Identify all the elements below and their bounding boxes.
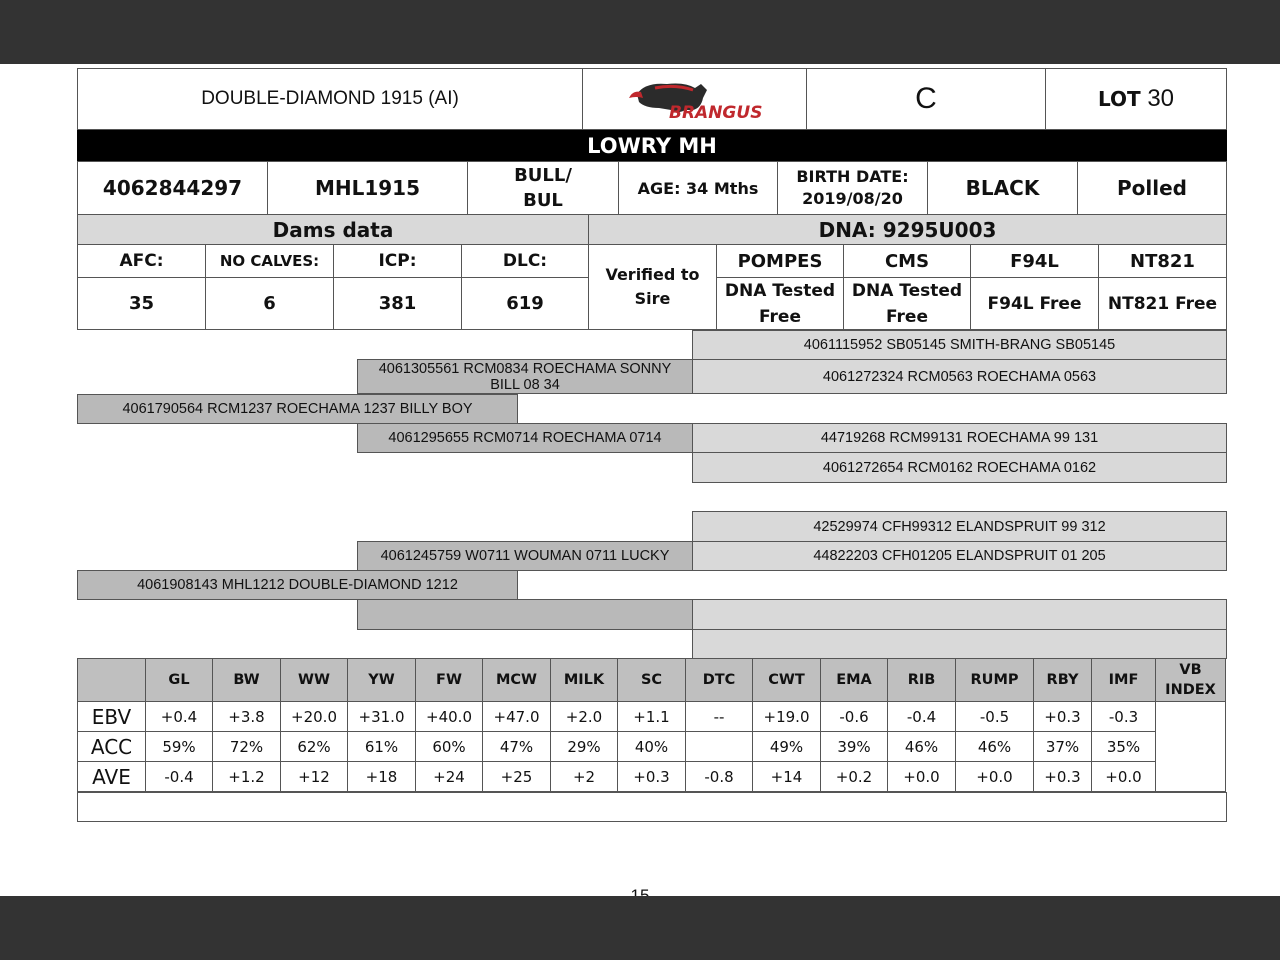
ebv-corner [78,659,146,702]
pedigree-sire-sire-dam: 4061272324 RCM0563 ROECHAMA 0563 [692,359,1227,394]
acc-bw: 72% [213,732,281,762]
ebv-milk: +2.0 [551,702,618,732]
cms-label: CMS [843,244,971,278]
age: AGE: 34 Mths [618,161,778,215]
no-calves-label: NO CALVES: [205,244,334,278]
ebv-gl: +0.4 [146,702,213,732]
ave-bw: +1.2 [213,762,281,792]
col-rump: RUMP [956,659,1034,702]
col-dtc: DTC [686,659,753,702]
ebv-ema: -0.6 [821,702,888,732]
pedigree-dam-dam-sire [692,599,1227,630]
no-calves-value: 6 [205,277,334,330]
row-label-ebv: EBV [78,702,146,732]
col-imf: IMF [1092,659,1156,702]
acc-rib: 46% [888,732,956,762]
ebv-row [78,702,1226,732]
pedigree-sire-dam: 4061295655 RCM0714 ROECHAMA 0714 [357,423,693,453]
dna-title: DNA: 9295U003 [588,214,1227,245]
col-rby: RBY [1034,659,1092,702]
grade: C [806,68,1046,130]
acc-gl: 59% [146,732,213,762]
pedigree-sire-sire: 4061305561 RCM0834 ROECHAMA SONNY BILL 08 34 [357,359,693,394]
viewer-top-bar [0,0,1280,64]
col-milk: MILK [551,659,618,702]
col-gl: GL [146,659,213,702]
col-vb-index: VB INDEX [1156,659,1226,702]
horn-status: Polled [1077,161,1227,215]
ebv-bw: +3.8 [213,702,281,732]
ave-milk: +2 [551,762,618,792]
pedigree-dam-sire-sire: 42529974 CFH99312 ELANDSPRUIT 99 312 [692,511,1227,542]
birth-date [777,161,928,215]
viewer-bottom-bar-overlay [0,896,1280,960]
col-yw: YW [348,659,416,702]
icp-value: 381 [333,277,462,330]
acc-sc: 40% [618,732,686,762]
pompes-result: DNA Tested Free [716,277,844,330]
col-bw: BW [213,659,281,702]
acc-dtc [686,732,753,762]
ave-ww: +12 [281,762,348,792]
lot-label: LOT [1097,87,1141,111]
f94l-label: F94L [970,244,1099,278]
ident-number: MHL1915 [267,161,468,215]
col-rib: RIB [888,659,956,702]
acc-rump: 46% [956,732,1034,762]
ave-mcw: +25 [483,762,551,792]
nt821-result: NT821 Free [1098,277,1227,330]
ebv-rby: +0.3 [1034,702,1092,732]
row-label-ave: AVE [78,762,146,792]
notes-row [77,792,1227,822]
ebv-dtc: -- [686,702,753,732]
acc-row [78,732,1226,762]
ebv-header-row [78,659,1226,702]
sex: BULL/ BUL [467,161,619,215]
ave-rump: +0.0 [956,762,1034,792]
pedigree-sire-dam-sire: 44719268 RCM99131 ROECHAMA 99 131 [692,423,1227,453]
col-ww: WW [281,659,348,702]
colour: BLACK [927,161,1078,215]
ebv-rump: -0.5 [956,702,1034,732]
pedigree-dam: 4061908143 MHL1212 DOUBLE-DIAMOND 1212 [77,570,518,600]
ebv-fw: +40.0 [416,702,483,732]
ebv-sc: +1.1 [618,702,686,732]
ebv-table [77,658,1226,792]
bull-logo-icon [615,74,775,124]
ave-ema: +0.2 [821,762,888,792]
verified-to-sire: Verified to Sire [588,244,717,330]
animal-name: DOUBLE-DIAMOND 1915 (AI) [77,68,583,130]
ave-cwt: +14 [753,762,821,792]
registration-number: 4062844297 [77,161,268,215]
dams-data-title: Dams data [77,214,589,245]
ave-sc: +0.3 [618,762,686,792]
ave-fw: +24 [416,762,483,792]
ave-rby: +0.3 [1034,762,1092,792]
ave-yw: +18 [348,762,416,792]
ebv-yw: +31.0 [348,702,416,732]
f94l-result: F94L Free [970,277,1099,330]
cms-result: DNA Tested Free [843,277,971,330]
pedigree-dam-dam [357,599,693,630]
ave-imf: +0.0 [1092,762,1156,792]
acc-ema: 39% [821,732,888,762]
acc-ww: 62% [281,732,348,762]
pedigree-dam-sire: 4061245759 W0711 WOUMAN 0711 LUCKY [357,541,693,571]
ave-dtc: -0.8 [686,762,753,792]
col-cwt: CWT [753,659,821,702]
pedigree-sire-sire-sire: 4061115952 SB05145 SMITH-BRANG SB05145 [692,330,1227,360]
acc-yw: 61% [348,732,416,762]
brangus-logo [582,68,807,130]
ebv-cwt: +19.0 [753,702,821,732]
dlc-value: 619 [461,277,589,330]
col-sc: SC [618,659,686,702]
row-label-acc: ACC [78,732,146,762]
pedigree-dam-dam-dam [692,629,1227,659]
ave-gl: -0.4 [146,762,213,792]
pompes-label: POMPES [716,244,844,278]
afc-value: 35 [77,277,206,330]
lot [1045,68,1227,130]
pedigree-sire: 4061790564 RCM1237 ROECHAMA 1237 BILLY BOY [77,394,518,424]
ave-rib: +0.0 [888,762,956,792]
ave-row [78,762,1226,792]
acc-rby: 37% [1034,732,1092,762]
acc-cwt: 49% [753,732,821,762]
ebv-imf: -0.3 [1092,702,1156,732]
afc-label: AFC: [77,244,206,278]
vb-index-value [1156,702,1226,792]
svg-text:BRANGUS: BRANGUS [668,103,762,123]
birth-date-value: 2019/08/20 [802,189,903,208]
ebv-mcw: +47.0 [483,702,551,732]
acc-mcw: 47% [483,732,551,762]
acc-imf: 35% [1092,732,1156,762]
pedigree-sire-dam-dam: 4061272654 RCM0162 ROECHAMA 0162 [692,452,1227,483]
col-ema: EMA [821,659,888,702]
ebv-ww: +20.0 [281,702,348,732]
col-fw: FW [416,659,483,702]
acc-milk: 29% [551,732,618,762]
breeder-name: LOWRY MH [77,130,1227,162]
birth-date-label: BIRTH DATE: [796,167,909,186]
dlc-label: DLC: [461,244,589,278]
nt821-label: NT821 [1098,244,1227,278]
pedigree-dam-sire-dam: 44822203 CFH01205 ELANDSPRUIT 01 205 [692,541,1227,571]
col-mcw: MCW [483,659,551,702]
icp-label: ICP: [333,244,462,278]
lot-number: 30 [1147,85,1175,112]
ebv-rib: -0.4 [888,702,956,732]
acc-fw: 60% [416,732,483,762]
